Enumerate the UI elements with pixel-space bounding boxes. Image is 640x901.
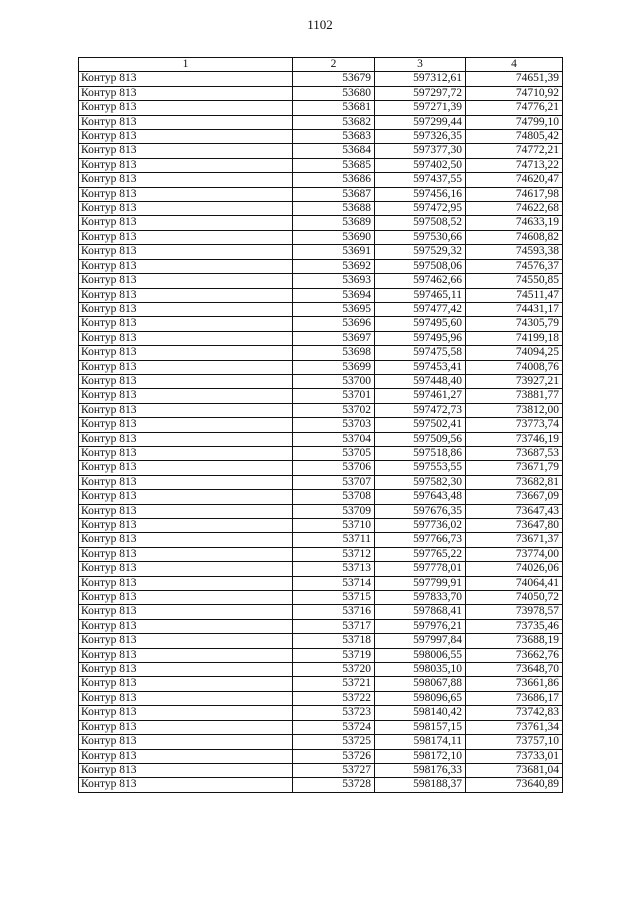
x-coordinate-cell: 597508,06 (375, 259, 466, 273)
point-number-cell: 53714 (293, 576, 375, 590)
table-header-row (79, 58, 563, 72)
contour-name-cell: Контур 813 (79, 158, 293, 172)
table-row (79, 677, 563, 691)
x-coordinate-cell: 598172,10 (375, 749, 466, 763)
contour-name-cell: Контур 813 (79, 591, 293, 605)
contour-name-cell: Контур 813 (79, 490, 293, 504)
point-number-cell: 53725 (293, 735, 375, 749)
y-coordinate-cell: 73746,19 (466, 432, 563, 446)
contour-name-cell: Контур 813 (79, 763, 293, 777)
y-coordinate-cell: 73671,37 (466, 533, 563, 547)
x-coordinate-cell: 597530,66 (375, 230, 466, 244)
y-coordinate-cell: 74199,18 (466, 331, 563, 345)
table-row (79, 634, 563, 648)
y-coordinate-cell: 73661,86 (466, 677, 563, 691)
x-coordinate-cell: 597326,35 (375, 130, 466, 144)
contour-name-cell: Контур 813 (79, 144, 293, 158)
point-number-cell: 53706 (293, 461, 375, 475)
x-coordinate-cell: 598140,42 (375, 706, 466, 720)
contour-name-cell: Контур 813 (79, 130, 293, 144)
table-row (79, 533, 563, 547)
table-row (79, 619, 563, 633)
contour-name-cell: Контур 813 (79, 519, 293, 533)
point-number-cell: 53719 (293, 648, 375, 662)
x-coordinate-cell: 597402,50 (375, 158, 466, 172)
point-number-cell: 53703 (293, 418, 375, 432)
point-number-cell: 53695 (293, 302, 375, 316)
x-coordinate-cell: 597997,84 (375, 634, 466, 648)
point-number-cell: 53723 (293, 706, 375, 720)
contour-name-cell: Контур 813 (79, 663, 293, 677)
x-coordinate-cell: 597502,41 (375, 418, 466, 432)
point-number-cell: 53722 (293, 691, 375, 705)
y-coordinate-cell: 74008,76 (466, 360, 563, 374)
y-coordinate-cell: 74772,21 (466, 144, 563, 158)
contour-name-cell: Контур 813 (79, 288, 293, 302)
contour-name-cell: Контур 813 (79, 72, 293, 86)
table-row (79, 360, 563, 374)
point-number-cell: 53684 (293, 144, 375, 158)
y-coordinate-cell: 74593,38 (466, 245, 563, 259)
contour-name-cell: Контур 813 (79, 187, 293, 201)
table-row (79, 130, 563, 144)
contour-name-cell: Контур 813 (79, 173, 293, 187)
point-number-cell: 53710 (293, 519, 375, 533)
table-row (79, 230, 563, 244)
table-row (79, 144, 563, 158)
table-row (79, 706, 563, 720)
y-coordinate-cell: 73648,70 (466, 663, 563, 677)
contour-name-cell: Контур 813 (79, 677, 293, 691)
contour-name-cell: Контур 813 (79, 432, 293, 446)
x-coordinate-cell: 597833,70 (375, 591, 466, 605)
y-coordinate-cell: 73812,00 (466, 403, 563, 417)
contour-name-cell: Контур 813 (79, 634, 293, 648)
x-coordinate-cell: 598067,88 (375, 677, 466, 691)
point-number-cell: 53680 (293, 86, 375, 100)
table-row (79, 562, 563, 576)
x-coordinate-cell: 597475,58 (375, 346, 466, 360)
point-number-cell: 53727 (293, 763, 375, 777)
point-number-cell: 53689 (293, 216, 375, 230)
y-coordinate-cell: 73757,10 (466, 735, 563, 749)
contour-name-cell: Контур 813 (79, 346, 293, 360)
x-coordinate-cell: 598006,55 (375, 648, 466, 662)
table-row (79, 663, 563, 677)
contour-name-cell: Контур 813 (79, 504, 293, 518)
table-row (79, 346, 563, 360)
table-row (79, 547, 563, 561)
point-number-cell: 53724 (293, 720, 375, 734)
table-row (79, 389, 563, 403)
y-coordinate-cell: 73686,17 (466, 691, 563, 705)
x-coordinate-cell: 597518,86 (375, 446, 466, 460)
contour-name-cell: Контур 813 (79, 605, 293, 619)
x-coordinate-cell: 597736,02 (375, 519, 466, 533)
table-row (79, 245, 563, 259)
table-row (79, 288, 563, 302)
y-coordinate-cell: 74633,19 (466, 216, 563, 230)
y-coordinate-cell: 73774,00 (466, 547, 563, 561)
x-coordinate-cell: 598035,10 (375, 663, 466, 677)
x-coordinate-cell: 597465,11 (375, 288, 466, 302)
point-number-cell: 53713 (293, 562, 375, 576)
table-row (79, 720, 563, 734)
contour-name-cell: Контур 813 (79, 720, 293, 734)
x-coordinate-cell: 597778,01 (375, 562, 466, 576)
table-row (79, 115, 563, 129)
y-coordinate-cell: 73733,01 (466, 749, 563, 763)
table-row (79, 158, 563, 172)
table-row (79, 749, 563, 763)
table-row (79, 86, 563, 100)
y-coordinate-cell: 73927,21 (466, 374, 563, 388)
table-row (79, 461, 563, 475)
table-row (79, 591, 563, 605)
contour-name-cell: Контур 813 (79, 461, 293, 475)
column-header: 4 (466, 58, 563, 72)
y-coordinate-cell: 73773,74 (466, 418, 563, 432)
x-coordinate-cell: 597477,42 (375, 302, 466, 316)
table-row (79, 302, 563, 316)
contour-name-cell: Контур 813 (79, 331, 293, 345)
x-coordinate-cell: 597765,22 (375, 547, 466, 561)
contour-name-cell: Контур 813 (79, 533, 293, 547)
contour-name-cell: Контур 813 (79, 418, 293, 432)
point-number-cell: 53686 (293, 173, 375, 187)
point-number-cell: 53720 (293, 663, 375, 677)
table-row (79, 605, 563, 619)
y-coordinate-cell: 73735,46 (466, 619, 563, 633)
y-coordinate-cell: 73647,43 (466, 504, 563, 518)
x-coordinate-cell: 597676,35 (375, 504, 466, 518)
point-number-cell: 53682 (293, 115, 375, 129)
y-coordinate-cell: 74511,47 (466, 288, 563, 302)
table-row (79, 418, 563, 432)
point-number-cell: 53693 (293, 274, 375, 288)
point-number-cell: 53717 (293, 619, 375, 633)
x-coordinate-cell: 597437,55 (375, 173, 466, 187)
x-coordinate-cell: 598176,33 (375, 763, 466, 777)
y-coordinate-cell: 74799,10 (466, 115, 563, 129)
y-coordinate-cell: 73671,79 (466, 461, 563, 475)
table-row (79, 274, 563, 288)
table-row (79, 216, 563, 230)
x-coordinate-cell: 597495,96 (375, 331, 466, 345)
x-coordinate-cell: 597462,66 (375, 274, 466, 288)
table-row (79, 519, 563, 533)
table-row (79, 576, 563, 590)
x-coordinate-cell: 597461,27 (375, 389, 466, 403)
y-coordinate-cell: 73978,57 (466, 605, 563, 619)
x-coordinate-cell: 597766,73 (375, 533, 466, 547)
point-number-cell: 53679 (293, 72, 375, 86)
contour-name-cell: Контур 813 (79, 230, 293, 244)
point-number-cell: 53688 (293, 202, 375, 216)
x-coordinate-cell: 597472,95 (375, 202, 466, 216)
point-number-cell: 53690 (293, 230, 375, 244)
y-coordinate-cell: 73681,04 (466, 763, 563, 777)
x-coordinate-cell: 597297,72 (375, 86, 466, 100)
contour-name-cell: Контур 813 (79, 389, 293, 403)
x-coordinate-cell: 597299,44 (375, 115, 466, 129)
x-coordinate-cell: 597472,73 (375, 403, 466, 417)
contour-name-cell: Контур 813 (79, 259, 293, 273)
x-coordinate-cell: 597456,16 (375, 187, 466, 201)
table-row (79, 72, 563, 86)
contour-name-cell: Контур 813 (79, 562, 293, 576)
y-coordinate-cell: 74805,42 (466, 130, 563, 144)
point-number-cell: 53708 (293, 490, 375, 504)
contour-name-cell: Контур 813 (79, 86, 293, 100)
point-number-cell: 53691 (293, 245, 375, 259)
column-header: 1 (79, 58, 293, 72)
contour-name-cell: Контур 813 (79, 360, 293, 374)
contour-name-cell: Контур 813 (79, 691, 293, 705)
point-number-cell: 53687 (293, 187, 375, 201)
point-number-cell: 53683 (293, 130, 375, 144)
x-coordinate-cell: 597529,32 (375, 245, 466, 259)
y-coordinate-cell: 73761,34 (466, 720, 563, 734)
y-coordinate-cell: 74431,17 (466, 302, 563, 316)
column-header: 3 (375, 58, 466, 72)
y-coordinate-cell: 74050,72 (466, 591, 563, 605)
x-coordinate-cell: 598157,15 (375, 720, 466, 734)
y-coordinate-cell: 73881,77 (466, 389, 563, 403)
table-row (79, 317, 563, 331)
point-number-cell: 53707 (293, 475, 375, 489)
point-number-cell: 53726 (293, 749, 375, 763)
table-row (79, 446, 563, 460)
table-row (79, 432, 563, 446)
x-coordinate-cell: 598096,65 (375, 691, 466, 705)
table-row (79, 202, 563, 216)
contour-name-cell: Контур 813 (79, 274, 293, 288)
x-coordinate-cell: 597868,41 (375, 605, 466, 619)
table-row (79, 778, 563, 792)
point-number-cell: 53701 (293, 389, 375, 403)
y-coordinate-cell: 73688,19 (466, 634, 563, 648)
point-number-cell: 53721 (293, 677, 375, 691)
contour-name-cell: Контур 813 (79, 735, 293, 749)
contour-name-cell: Контур 813 (79, 619, 293, 633)
y-coordinate-cell: 73662,76 (466, 648, 563, 662)
y-coordinate-cell: 73647,80 (466, 519, 563, 533)
x-coordinate-cell: 597312,61 (375, 72, 466, 86)
point-number-cell: 53697 (293, 331, 375, 345)
contour-name-cell: Контур 813 (79, 749, 293, 763)
point-number-cell: 53705 (293, 446, 375, 460)
point-number-cell: 53694 (293, 288, 375, 302)
y-coordinate-cell: 74620,47 (466, 173, 563, 187)
point-number-cell: 53699 (293, 360, 375, 374)
point-number-cell: 53716 (293, 605, 375, 619)
point-number-cell: 53681 (293, 101, 375, 115)
table-row (79, 648, 563, 662)
coordinates-table (78, 57, 563, 793)
point-number-cell: 53715 (293, 591, 375, 605)
x-coordinate-cell: 597582,30 (375, 475, 466, 489)
x-coordinate-cell: 597508,52 (375, 216, 466, 230)
y-coordinate-cell: 74608,82 (466, 230, 563, 244)
table-row (79, 504, 563, 518)
y-coordinate-cell: 73682,81 (466, 475, 563, 489)
y-coordinate-cell: 74026,06 (466, 562, 563, 576)
x-coordinate-cell: 597799,91 (375, 576, 466, 590)
contour-name-cell: Контур 813 (79, 302, 293, 316)
point-number-cell: 53709 (293, 504, 375, 518)
x-coordinate-cell: 597377,30 (375, 144, 466, 158)
x-coordinate-cell: 597509,56 (375, 432, 466, 446)
x-coordinate-cell: 598188,37 (375, 778, 466, 792)
contour-name-cell: Контур 813 (79, 706, 293, 720)
table-row (79, 187, 563, 201)
contour-name-cell: Контур 813 (79, 202, 293, 216)
point-number-cell: 53728 (293, 778, 375, 792)
contour-name-cell: Контур 813 (79, 648, 293, 662)
point-number-cell: 53712 (293, 547, 375, 561)
y-coordinate-cell: 74094,25 (466, 346, 563, 360)
column-header: 2 (293, 58, 375, 72)
table-row (79, 374, 563, 388)
point-number-cell: 53698 (293, 346, 375, 360)
y-coordinate-cell: 74305,79 (466, 317, 563, 331)
y-coordinate-cell: 74713,22 (466, 158, 563, 172)
point-number-cell: 53702 (293, 403, 375, 417)
table-row (79, 173, 563, 187)
y-coordinate-cell: 74651,39 (466, 72, 563, 86)
y-coordinate-cell: 73742,83 (466, 706, 563, 720)
x-coordinate-cell: 598174,11 (375, 735, 466, 749)
x-coordinate-cell: 597495,60 (375, 317, 466, 331)
y-coordinate-cell: 74776,21 (466, 101, 563, 115)
x-coordinate-cell: 597453,41 (375, 360, 466, 374)
point-number-cell: 53685 (293, 158, 375, 172)
point-number-cell: 53700 (293, 374, 375, 388)
y-coordinate-cell: 73687,53 (466, 446, 563, 460)
contour-name-cell: Контур 813 (79, 778, 293, 792)
x-coordinate-cell: 597448,40 (375, 374, 466, 388)
y-coordinate-cell: 73667,09 (466, 490, 563, 504)
y-coordinate-cell: 74710,92 (466, 86, 563, 100)
table-row (79, 763, 563, 777)
point-number-cell: 53704 (293, 432, 375, 446)
y-coordinate-cell: 74064,41 (466, 576, 563, 590)
table-row (79, 735, 563, 749)
table-row (79, 475, 563, 489)
page-number: 1102 (307, 17, 333, 32)
contour-name-cell: Контур 813 (79, 115, 293, 129)
table-row (79, 403, 563, 417)
y-coordinate-cell: 74617,98 (466, 187, 563, 201)
table-row (79, 101, 563, 115)
point-number-cell: 53711 (293, 533, 375, 547)
contour-name-cell: Контур 813 (79, 216, 293, 230)
table-row (79, 259, 563, 273)
y-coordinate-cell: 74550,85 (466, 274, 563, 288)
y-coordinate-cell: 74622,68 (466, 202, 563, 216)
x-coordinate-cell: 597976,21 (375, 619, 466, 633)
point-number-cell: 53696 (293, 317, 375, 331)
point-number-cell: 53718 (293, 634, 375, 648)
y-coordinate-cell: 73640,89 (466, 778, 563, 792)
contour-name-cell: Контур 813 (79, 101, 293, 115)
point-number-cell: 53692 (293, 259, 375, 273)
x-coordinate-cell: 597271,39 (375, 101, 466, 115)
x-coordinate-cell: 597553,55 (375, 461, 466, 475)
contour-name-cell: Контур 813 (79, 547, 293, 561)
contour-name-cell: Контур 813 (79, 475, 293, 489)
table-row (79, 331, 563, 345)
x-coordinate-cell: 597643,48 (375, 490, 466, 504)
table-row (79, 490, 563, 504)
contour-name-cell: Контур 813 (79, 403, 293, 417)
contour-name-cell: Контур 813 (79, 374, 293, 388)
y-coordinate-cell: 74576,37 (466, 259, 563, 273)
table-row (79, 691, 563, 705)
contour-name-cell: Контур 813 (79, 245, 293, 259)
contour-name-cell: Контур 813 (79, 446, 293, 460)
contour-name-cell: Контур 813 (79, 317, 293, 331)
contour-name-cell: Контур 813 (79, 576, 293, 590)
